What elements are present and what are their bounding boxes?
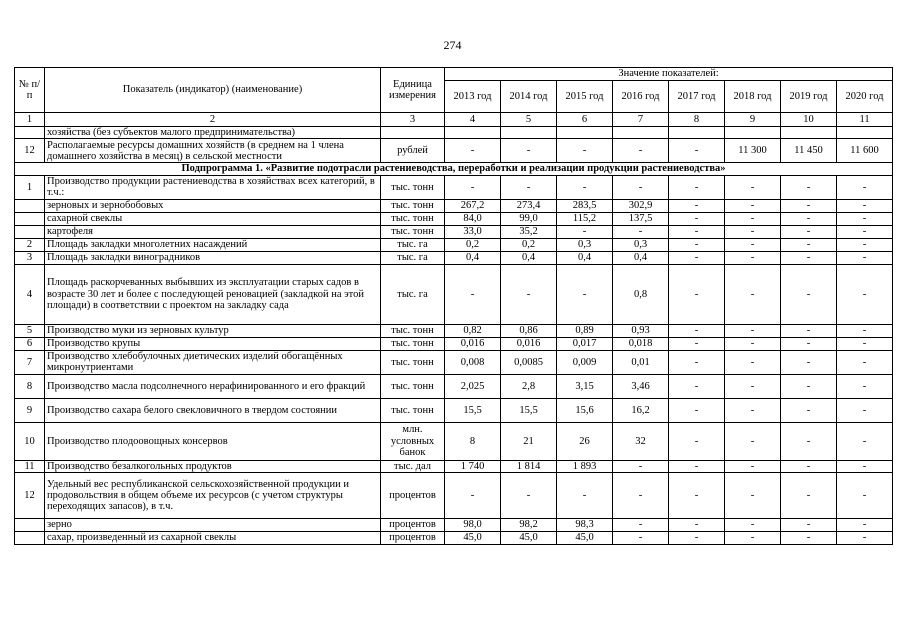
row-value: - [669,225,725,238]
row-number: 7 [15,350,45,374]
row-value: - [613,225,669,238]
row-value: 15,5 [445,398,501,422]
row-number: 12 [15,473,45,519]
row-value: - [837,212,893,225]
row-value: - [837,350,893,374]
header-column-number: 3 [381,113,445,127]
row-value: - [837,225,893,238]
row-indicator-name: Производство хлебобулочных диетических изделий обогащённых микронутриентами [45,350,381,374]
row-value: 45,0 [557,531,613,544]
row-indicator-name: Располагаемые ресурсы домашних хозяйств (в среднем на 1 члена домашнего хозяйства в месяц) в сельской местности [45,139,381,163]
row-value: - [837,460,893,472]
row-number: 6 [15,337,45,350]
row-value [557,127,613,139]
row-value: - [669,473,725,519]
row-indicator-name: зерновых и зернобобовых [45,199,381,212]
row-value: 0,4 [613,251,669,264]
row-value: - [669,337,725,350]
row-number [15,531,45,544]
table-row [15,238,893,251]
row-unit: тыс. га [381,238,445,251]
row-indicator-name: сахарной свеклы [45,212,381,225]
row-unit: процентов [381,473,445,519]
row-value: 0,2 [445,238,501,251]
row-value: - [557,225,613,238]
row-value: 84,0 [445,212,501,225]
row-number: 3 [15,251,45,264]
row-unit: процентов [381,519,445,531]
row-value: 1 893 [557,460,613,472]
row-value: 0,93 [613,324,669,337]
row-value: 11 600 [837,139,893,163]
row-indicator-name: Производство муки из зерновых культур [45,324,381,337]
header-year: 2018 год [725,81,781,113]
row-value: - [781,337,837,350]
row-value: - [837,531,893,544]
row-value: 0,86 [501,324,557,337]
row-value: - [781,374,837,398]
row-value: - [781,251,837,264]
row-value: - [781,398,837,422]
row-value: - [725,238,781,251]
row-value: - [725,212,781,225]
indicators-table [14,67,893,545]
row-value: - [613,175,669,199]
row-value: 267,2 [445,199,501,212]
subprogram-row [15,163,893,175]
header-column-number: 11 [837,113,893,127]
row-number: 1 [15,175,45,199]
row-number [15,225,45,238]
row-value: - [669,350,725,374]
header-column-number: 7 [613,113,669,127]
row-value: - [781,264,837,324]
row-indicator-name: Площадь раскорчеванных выбывших из эксплуатации старых садов в возрасте 30 лет и более с последующей реновацией (закладкой на этой площади) в соответствии с проектом на закладку сада [45,264,381,324]
header-year: 2013 год [445,81,501,113]
row-value: 1 740 [445,460,501,472]
row-unit: процентов [381,531,445,544]
row-value: - [613,519,669,531]
row-value: 2,025 [445,374,501,398]
row-value: 0,4 [557,251,613,264]
row-indicator-name: хозяйства (без субъектов малого предпринимательства) [45,127,381,139]
row-unit: тыс. га [381,251,445,264]
row-value: - [837,324,893,337]
table-row [15,225,893,238]
row-unit: тыс. дал [381,460,445,472]
header-column-number: 5 [501,113,557,127]
row-value: 0,3 [613,238,669,251]
row-indicator-name: Производство масла подсолнечного нерафинированного и его фракций [45,374,381,398]
header-column-number: 8 [669,113,725,127]
row-value: - [837,422,893,460]
row-value: - [557,139,613,163]
row-unit: тыс. тонн [381,324,445,337]
row-indicator-name: Производство сахара белого свекловичного в твердом состоянии [45,398,381,422]
row-indicator-name: сахар, произведенный из сахарной свеклы [45,531,381,544]
row-value: 3,15 [557,374,613,398]
header-unit: Единица измерения [381,68,445,113]
row-value: - [781,531,837,544]
row-indicator-name: Производство плодоовощных консервов [45,422,381,460]
table-row [15,127,893,139]
row-value: - [781,519,837,531]
row-value: 11 450 [781,139,837,163]
row-number: 8 [15,374,45,398]
table-row [15,519,893,531]
row-value: 33,0 [445,225,501,238]
row-value: 99,0 [501,212,557,225]
table-row [15,460,893,472]
row-value: - [725,225,781,238]
row-value: - [781,212,837,225]
table-row [15,422,893,460]
row-value: 0,89 [557,324,613,337]
row-value: 32 [613,422,669,460]
row-indicator-name: Площадь закладки виноградников [45,251,381,264]
table-row [15,374,893,398]
table-row [15,337,893,350]
table-row [15,350,893,374]
row-value: - [837,199,893,212]
row-unit: тыс. тонн [381,225,445,238]
row-value: - [725,519,781,531]
row-value: 26 [557,422,613,460]
row-value: - [781,422,837,460]
row-indicator-name: Производство продукции растениеводства в хозяйствах всех категорий, в т.ч.: [45,175,381,199]
row-value: 0,82 [445,324,501,337]
page-number: 274 [443,38,462,52]
row-number: 11 [15,460,45,472]
row-value: - [725,251,781,264]
row-value: - [669,398,725,422]
row-unit: тыс. тонн [381,199,445,212]
header-year: 2020 год [837,81,893,113]
row-number [15,519,45,531]
row-value: 0,009 [557,350,613,374]
row-value: - [725,199,781,212]
subprogram-title: Подпрограмма 1. «Развитие подотрасли растениеводства, переработки и реализации продукции растениеводства» [15,163,893,175]
row-value: - [501,264,557,324]
row-value: - [557,264,613,324]
row-value: 0,008 [445,350,501,374]
row-number [15,127,45,139]
row-value: - [445,175,501,199]
row-value: - [669,374,725,398]
row-value [669,127,725,139]
row-indicator-name: зерно [45,519,381,531]
row-unit: тыс. тонн [381,212,445,225]
row-unit: тыс. тонн [381,350,445,374]
row-number [15,199,45,212]
row-value: - [837,175,893,199]
row-value: - [669,422,725,460]
row-value: - [725,350,781,374]
row-unit: тыс. га [381,264,445,324]
row-value: 0,4 [501,251,557,264]
row-value: 283,5 [557,199,613,212]
row-indicator-name: картофеля [45,225,381,238]
row-value: - [613,531,669,544]
row-value: 137,5 [613,212,669,225]
row-value [501,127,557,139]
row-value: - [781,324,837,337]
row-value: 115,2 [557,212,613,225]
row-value: 45,0 [501,531,557,544]
header-year: 2015 год [557,81,613,113]
row-unit [381,127,445,139]
row-value: 98,3 [557,519,613,531]
row-value: 15,5 [501,398,557,422]
row-value: 0,016 [445,337,501,350]
row-value: - [501,175,557,199]
row-value: 0,3 [557,238,613,251]
row-value: - [781,225,837,238]
row-value: - [837,374,893,398]
row-indicator-name: Удельный вес республиканской сельскохозяйственной продукции и продовольствия в общем объеме их ресурсов (с учетом структуры переходящих запасов), в т.ч. [45,473,381,519]
table-row [15,531,893,544]
row-unit: рублей [381,139,445,163]
row-value: - [725,460,781,472]
row-value: 0,016 [501,337,557,350]
row-value: 0,2 [501,238,557,251]
row-value: - [445,473,501,519]
row-value: - [781,175,837,199]
table-row [15,473,893,519]
row-value: - [837,473,893,519]
row-number: 5 [15,324,45,337]
header-column-number: 1 [15,113,45,127]
row-value: 0,0085 [501,350,557,374]
row-value: - [725,175,781,199]
row-value: 3,46 [613,374,669,398]
header-column-number: 4 [445,113,501,127]
row-value: - [725,374,781,398]
row-value: 0,01 [613,350,669,374]
row-value: 15,6 [557,398,613,422]
row-value: - [837,337,893,350]
row-value: - [837,238,893,251]
row-value: 0,8 [613,264,669,324]
row-value: - [501,139,557,163]
row-number: 9 [15,398,45,422]
row-number [15,212,45,225]
row-unit: тыс. тонн [381,175,445,199]
row-value: - [669,212,725,225]
table-row [15,398,893,422]
row-value: 16,2 [613,398,669,422]
row-value: - [725,264,781,324]
row-number: 10 [15,422,45,460]
header-year: 2019 год [781,81,837,113]
row-unit: тыс. тонн [381,398,445,422]
row-value: - [725,337,781,350]
header-values-group: Значение показателей: [445,68,893,81]
header-year: 2016 год [613,81,669,113]
row-value: - [557,175,613,199]
row-value: - [669,264,725,324]
row-value: - [501,473,557,519]
row-indicator-name: Площадь закладки многолетних насаждений [45,238,381,251]
row-value: - [669,519,725,531]
row-value: 302,9 [613,199,669,212]
row-value: 0,018 [613,337,669,350]
row-indicator-name: Производство крупы [45,337,381,350]
row-value: - [669,139,725,163]
row-value: 2,8 [501,374,557,398]
header-column-number: 2 [45,113,381,127]
row-number: 4 [15,264,45,324]
row-value: 45,0 [445,531,501,544]
row-value: 8 [445,422,501,460]
row-value: - [613,139,669,163]
row-value: - [669,324,725,337]
row-value: 11 300 [725,139,781,163]
row-value: 98,0 [445,519,501,531]
table-row [15,324,893,337]
row-value [445,127,501,139]
table-row [15,212,893,225]
row-value [725,127,781,139]
row-value: - [725,398,781,422]
row-value: - [781,199,837,212]
row-value: - [669,251,725,264]
table-row [15,251,893,264]
table-row [15,264,893,324]
header-column-number: 10 [781,113,837,127]
row-value: - [669,199,725,212]
row-value: - [781,473,837,519]
row-value: 21 [501,422,557,460]
row-value: - [837,519,893,531]
row-number: 12 [15,139,45,163]
row-value: 273,4 [501,199,557,212]
row-value: - [669,238,725,251]
header-column-number: 6 [557,113,613,127]
row-value [837,127,893,139]
row-value: - [781,350,837,374]
row-value: - [837,251,893,264]
row-value: - [557,473,613,519]
row-value: - [613,473,669,519]
row-unit: тыс. тонн [381,337,445,350]
table-row [15,175,893,199]
row-value: - [837,264,893,324]
row-number: 2 [15,238,45,251]
header-year: 2014 год [501,81,557,113]
row-value: - [445,139,501,163]
row-value: - [725,422,781,460]
row-value: 98,2 [501,519,557,531]
header-num: № п/п [15,68,45,113]
header-year: 2017 год [669,81,725,113]
row-value [613,127,669,139]
row-value: - [669,460,725,472]
row-indicator-name: Производство безалкогольных продуктов [45,460,381,472]
row-value: 0,4 [445,251,501,264]
header-column-number: 9 [725,113,781,127]
row-value: 1 814 [501,460,557,472]
row-value: - [725,324,781,337]
row-value: 35,2 [501,225,557,238]
row-value: - [837,398,893,422]
row-value: - [781,238,837,251]
row-value: - [669,175,725,199]
row-value: - [725,473,781,519]
row-value: - [613,460,669,472]
table-row [15,139,893,163]
row-value [781,127,837,139]
header-indicator: Показатель (индикатор) (наименование) [45,68,381,113]
row-value: - [445,264,501,324]
row-value: 0,017 [557,337,613,350]
row-value: - [781,460,837,472]
row-unit: млн. условных банок [381,422,445,460]
row-value: - [725,531,781,544]
table-row [15,199,893,212]
row-value: - [669,531,725,544]
row-unit: тыс. тонн [381,374,445,398]
